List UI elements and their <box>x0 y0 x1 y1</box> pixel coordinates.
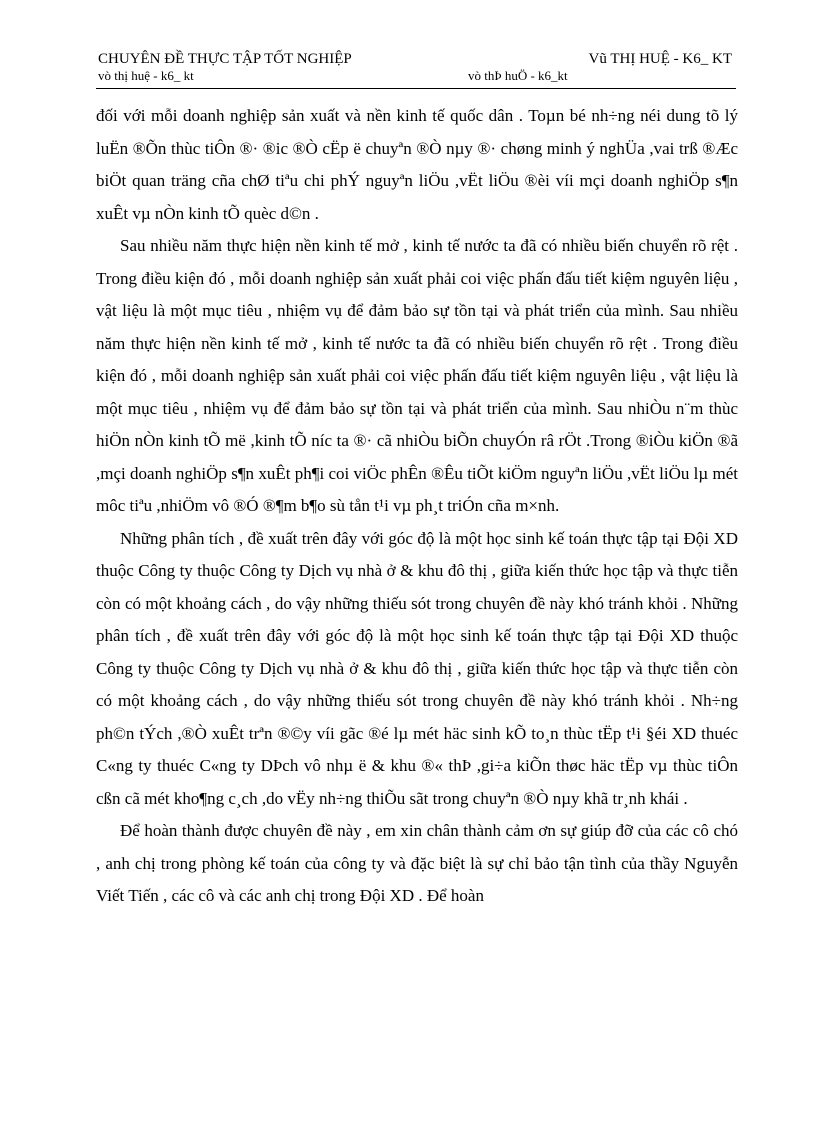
paragraph-3: Những phân tích , đề xuất trên đây với góc độ là một học sinh kế toán thực tập tại Đội XD thuộc Công ty thuộc Công ty Dịch vụ nhà ở & khu đô thị , giữa kiến thức học tập và thực tiễn còn có một khoảng cách , do vậy những thiếu sót trong chuyên đề này khó tránh khỏi . Những phân tích , đề xuất trên đây với góc độ là một học sinh kế toán thực tập tại Đội XD thuộc Công ty thuộc Công ty Dịch vụ nhà ở & khu đô thị , giữa kiến thức học tập và thực tiễn còn có một khoảng cách , do vậy những thiếu sót trong chuyên đề này khó tránh khỏi . Nh÷ng ph©n tÝch ,®Ò xuÊt trªn ®©y víi gãc ®é lµ mét häc sinh kÕ to¸n thùc tËp t¹i §éi XD thuéc C«ng ty thuéc C«ng ty DÞch vô nhµ ë & khu ®« thÞ ,gi÷a kiÕn thøc häc tËp vµ thùc tiÔn cßn cã mét kho¶ng c¸ch ,do vËy nh÷ng thiÕu sãt trong chuyªn ®Ò nµy khã tr¸nh khái . <box>96 528 738 808</box>
document-body <box>96 100 738 913</box>
header-title-left: CHUYÊN ĐỀ THỰC TẬP TỐT NGHIỆP <box>98 51 352 67</box>
header-subtitle-right: vò thÞ huÖ - k6_kt <box>468 68 568 83</box>
paragraph-2: Sau nhiều năm thực hiện nền kinh tế mở , kinh tế nước ta đã có nhiều biến chuyển rõ rệt . Trong điều kiện đó , mỗi doanh nghiệp sản xuất phải coi việc phấn đấu tiết kiệm nguyên liệu , vật liệu là một mục tiêu , nhiệm vụ để đảm bảo sự tồn tại và phát triển của mình. Sau nhiều năm thực hiện nền kinh tế mở , kinh tế nước ta đã có nhiều biến chuyển rõ rệt . Trong điều kiện đó , mỗi doanh nghiệp sản xuất phải coi việc phấn đấu tiết kiệm nguyên liệu , vật liệu là một mục tiêu , nhiệm vụ để đảm bảo sự tồn tại và phát triển của mình. Sau nhiÒu n¨m thùc hiÖn nÒn kinh tÕ më ,kinh tÕ níc ta ®· cã nhiÒu biÕn chuyÓn râ rÖt .Trong ®iÒu kiÖn ®ã ,mçi doanh nghiÖp s¶n xuÊt ph¶i coi viÖc phÊn ®Êu tiÕt kiÖm nguyªn liÖu ,vËt liÖu lµ mét môc tiªu ,nhiÖm vô ®Ó ®¶m b¶o sù tån t¹i vµ ph¸t triÓn cña m×nh. <box>96 236 738 515</box>
paragraph-4: Để hoàn thành được chuyên đề này , em xin chân thành cảm ơn sự giúp đỡ của các cô chó , anh chị trong phòng kế toán của công ty và đặc biệt là sự chỉ bảo tận tình của thầy Nguyễn Viết Tiến , các cô và các anh chị trong Đội XD . Để hoàn <box>96 821 738 905</box>
header-subtitle-left: vò thị huệ - k6_ kt <box>98 68 194 83</box>
header-author-right: Vũ THỊ HUỆ - K6_ KT <box>588 51 732 67</box>
paragraph-1: đối với mỗi doanh nghiệp sản xuất và nền kinh tế quốc dân . Toµn bé nh÷ng néi dung tõ lý luËn ®Õn thùc tiÔn ®· ®ic ®Ò cËp ë chuyªn ®Ò nµy ®· chøng minh ý nghÜa ,vai trß ®Æc biÖt quan träng cña chØ tiªu chi phÝ nguyªn liÖu ,vËt liÖu ®èi víi mçi doanh nghiÖp s¶n xuÊt vµ nÒn kinh tÕ quèc d©n . <box>96 106 738 223</box>
page-header <box>96 50 736 89</box>
